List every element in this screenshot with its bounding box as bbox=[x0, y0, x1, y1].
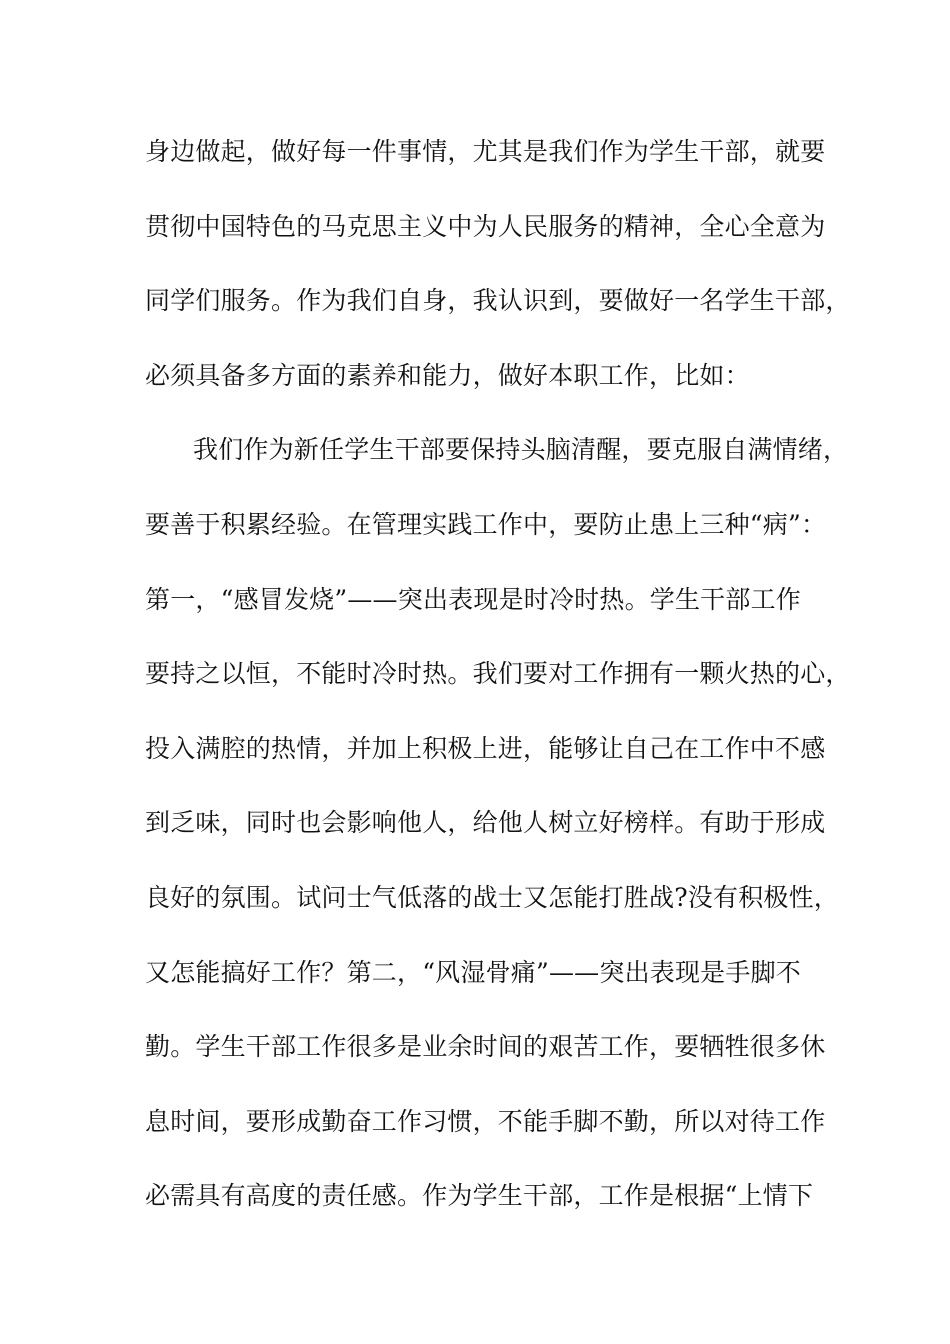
text-line-15: 必需具有高度的责任感。作为学生干部，工作是根据“上情下 bbox=[145, 1181, 814, 1211]
text-line-6: 要善于积累经验。在管理实践工作中，要防止患上三种“病”： bbox=[145, 509, 827, 539]
text-line-7: 第一，“感冒发烧”——突出表现是时冷时热。学生干部工作 bbox=[145, 584, 801, 614]
text-line-8: 要持之以恒，不能时冷时热。我们要对工作拥有一颗火热的心， bbox=[145, 659, 851, 689]
text-line-14: 息时间，要形成勤奋工作习惯，不能手脚不勤，所以对待工作 bbox=[145, 1106, 826, 1136]
text-line-5-paragraph-start: 我们作为新任学生干部要保持头脑清醒，要克服自满情绪， bbox=[193, 435, 849, 465]
text-line-3: 同学们服务。作为我们自身，我认识到，要做好一名学生干部， bbox=[145, 286, 851, 316]
text-line-13: 勤。学生干部工作很多是业余时间的艰苦工作，要牺牲很多休 bbox=[145, 1032, 826, 1062]
text-line-11: 良好的氛围。试问士气低落的战士又怎能打胜战?没有积极性， bbox=[145, 882, 840, 912]
body-text bbox=[145, 126, 851, 1245]
text-line-12: 又怎能搞好工作？第二，“风湿骨痛”——突出表现是手脚不 bbox=[145, 957, 801, 987]
text-line-9: 投入满腔的热情，并加上积极上进，能够让自己在工作中不感 bbox=[145, 733, 826, 763]
text-line-4: 必须具备多方面的素养和能力，做好本职工作，比如： bbox=[145, 360, 750, 390]
text-line-10: 到乏味，同时也会影响他人，给他人树立好榜样。有助于形成 bbox=[145, 808, 826, 838]
text-line-1: 身边做起，做好每一件事情，尤其是我们作为学生干部，就要 bbox=[145, 137, 826, 166]
text-line-2: 贯彻中国特色的马克思主义中为人民服务的精神，全心全意为 bbox=[145, 211, 826, 241]
